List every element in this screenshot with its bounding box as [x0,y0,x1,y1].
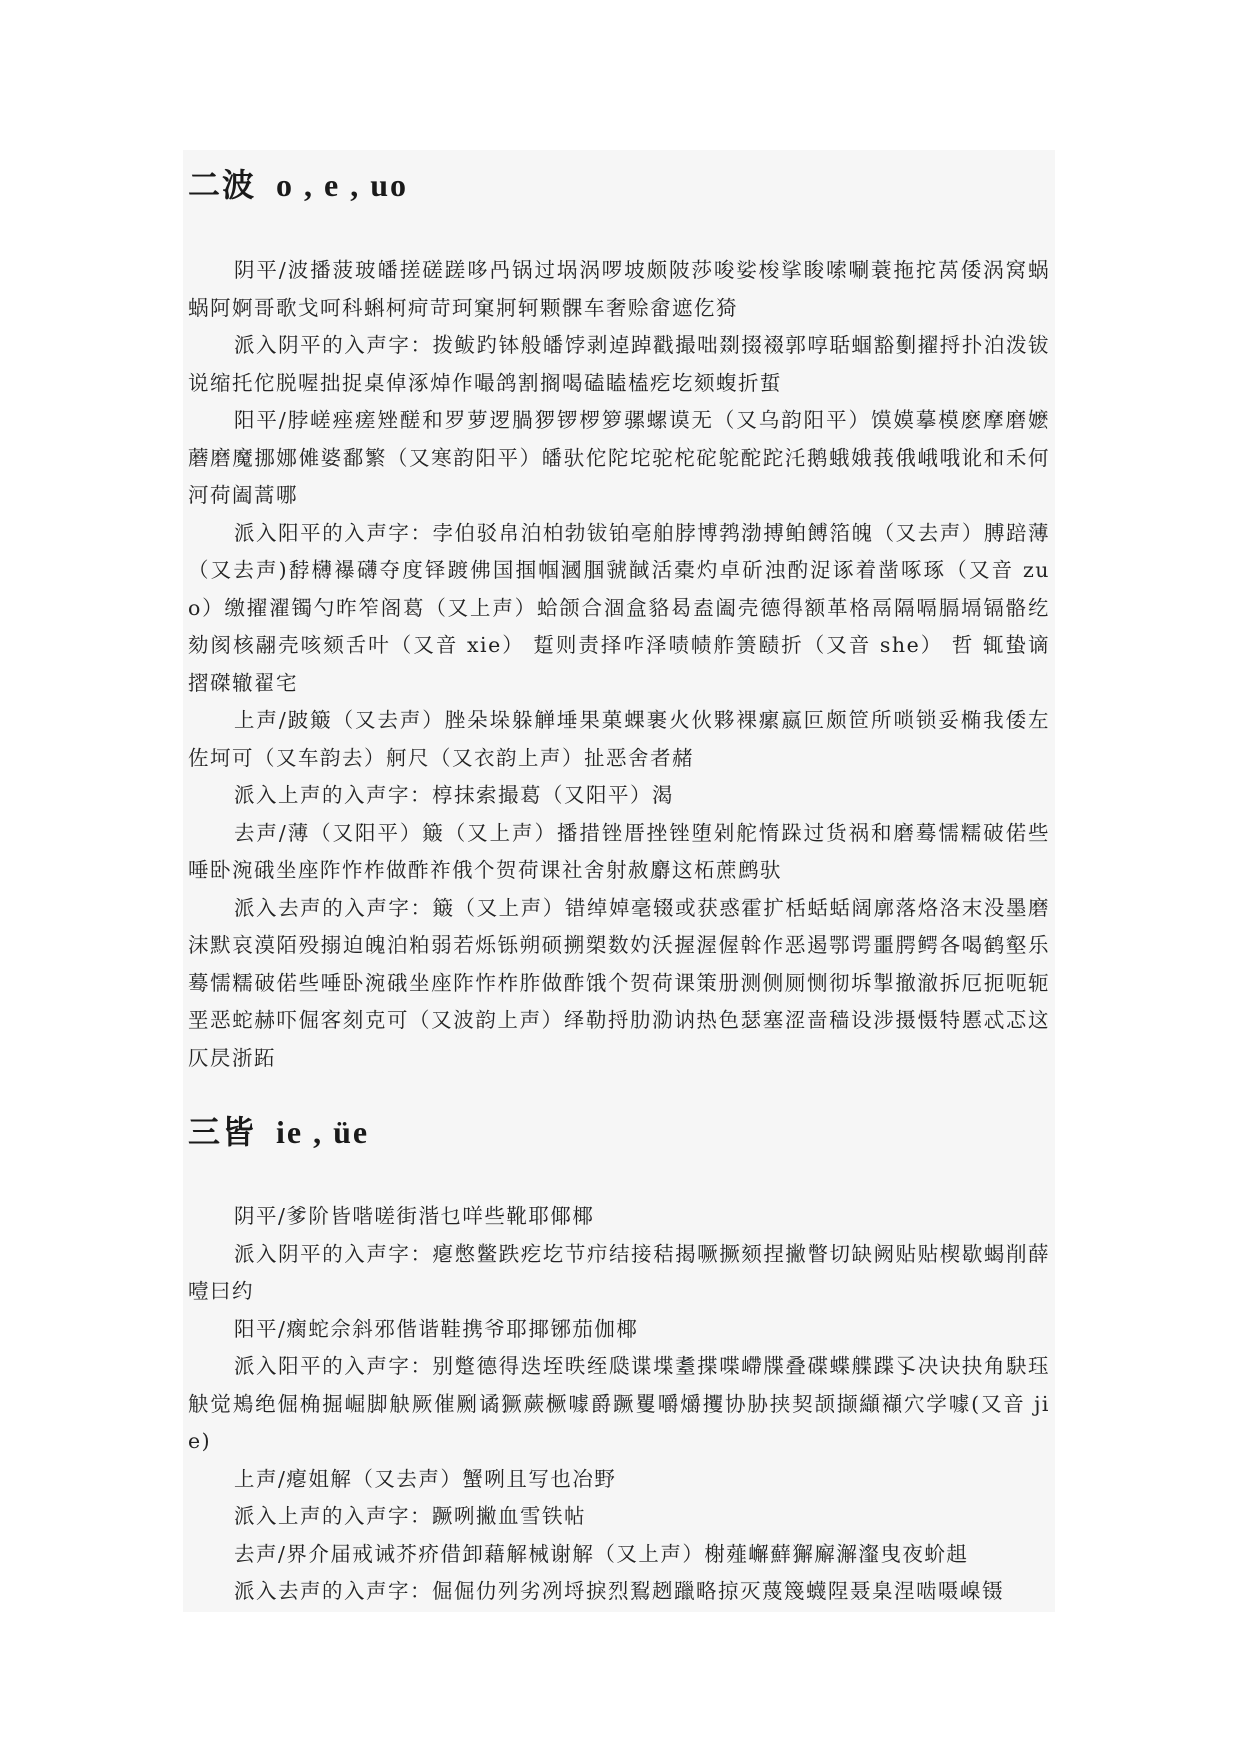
paragraph-yinping: 阴平/爹阶皆喈嗟街湝乜咩些靴耶倻椰 [234,1204,595,1228]
paragraph-yinping: 阴平/波播菠玻皤搓磋蹉哆冎锅过埚涡啰坡颇陂莎唆娑梭挲睃嗦唰蓑拖拕莴倭涡窝蜗蜗阿婀哥歌戈呵科蝌柯疴苛珂窠牁轲颗髁车奢赊畲遮仡猗 [188,258,1050,320]
paragraph-shangsheng: 上声/跛簸（又去声）脞朵垛躲觯埵果菓蜾裹火伙夥裸瘰嬴叵颇笸所唢锁妥椭我倭左佐坷可（又车韵去）舸尺（又衣韵上声）扯恶舍者赭 [188,708,1050,770]
paragraph-rusheng-shangsheng: 派入上声的入声字：蹶咧撇血雪铁帖 [234,1504,586,1528]
section-jie [188,1112,1050,1611]
paragraph-rusheng-qusheng: 派入去声的入声字：簸（又上声）错绰婥毫辍或获惑霍扩栝蛞蛞阔廓落烙洛末没墨磨沫默哀漠陌殁搦迫魄泊粕弱若烁铄朔硕搠槊数妁沃握渥偓斡作恶遏鄂谔噩腭鳄各喝鹤壑乐蓦懦糯破偌些唾卧涴硪坐座阼怍柞胙做酢饿个贺荷课策册测侧厕恻彻坼掣撤澈拆厄扼呃轭垩恶蛇赫吓倔客刻克可（又波韵上声）绎勒捋肋泐讷热色瑟塞涩啬穑设涉摄慑特慝忒忑这仄昃浙跖 [188,895,1050,1070]
section-title-chinese: 三皆 [188,1113,257,1151]
paragraph-rusheng-qusheng: 派入去声的入声字：倔倔仂列劣冽埒捩烈鴷趔躐略掠灭蔑篾蠛陧聂臬涅啮嗫嵲镊 [234,1579,1004,1603]
paragraph-rusheng-yangping: 派入阳平的入声字：孛伯驳帛泊柏勃钹铂亳舶脖博鹁渤搏鲌餺箔魄（又去声）膊踣薄（又去声)馞欂襮礴夺度铎踱佛国掴帼漍腘虢馘活橐灼卓斫浊酌浞诼着凿啄琢（又音 zuo）缴擢濯镯勺昨笮阁葛（又上声）蛤颌合涸盒貉曷盍阖壳德得额革格鬲隔嗝膈塥镉骼纥劾阂核翮壳咳颏舌叶（又音 xie） 踅则责择咋泽啧帻舴箦赜折（又音 she） 哲 辄蛰谪摺磔辙翟宅 [188,520,1050,695]
paragraph-rusheng-yinping: 派入阴平的入声字：瘪憋鳖跌疙圪节疖结接秸揭噘撅颏捏撇瞥切缺阙贴贴楔歇蝎削薛噎曰约 [188,1241,1050,1303]
section-title-pinyin: ie , üe [276,1114,370,1150]
paragraph-rusheng-shangsheng: 派入上声的入声字：椁抹索撮葛（又阳平）渴 [234,783,674,807]
paragraph-yangping: 阳平/瘸蛇佘斜邪偕谐鞋携爷耶揶铘茄伽椰 [234,1316,639,1341]
paragraph-rusheng-yangping: 派入阳平的入声字：别蹩德得迭垤昳绖瓞谍堞耋揲喋嵽牒叠碟蝶艓蹀孓决诀抉角駃珏觖觉鴂绝倔桷掘崛脚觖厥催劂谲獗蕨橛噱爵蹶矍嚼爝攫协胁挟契颉撷纈襭穴学噱(又音 jie) [188,1354,1050,1453]
paragraph-shangsheng: 上声/瘪姐解（又去声）蟹咧且写也冶野 [234,1466,617,1491]
section-title [188,1112,1050,1152]
section-bo [188,165,1050,1077]
paragraph-rusheng-yinping: 派入阴平的入声字：拨鲅趵钵般皤饽剥逴踔戳撮咄剟掇裰郭啍聒蝈豁劐擢捋扑泊泼钹说缩托佗脱喔拙捉桌倬涿焯作嘬鸽割搁喝磕瞌榼疙圪颏蝮折蜇 [188,333,1050,395]
section-title-pinyin: o , e , uo [276,167,409,203]
section-title-chinese: 二波 [188,166,257,204]
paragraph-qusheng: 去声/界介届戒诫芥疥借卸藉解械谢解（又上声）榭薤嶰蘚獬廨澥瀣曳夜蚧趄 [234,1541,969,1566]
paragraph-qusheng: 去声/薄（又阳平）簸（又上声）播措锉厝挫锉堕剁舵惰跺过货祸和磨蓦懦糯破偌些唾卧涴硪坐座阼怍柞做酢祚俄个贺荷课社舍射赦麝这柘蔗鹧驮 [188,820,1050,882]
section-body [188,1198,1050,1611]
section-body [188,252,1050,1077]
paragraph-yangping: 阳平/脖嵯痤瘥矬醝和罗萝逻腡猡锣椤箩骡螺谟无（又乌韵阳平）馍嫫摹模麽摩磨嬷蘑磨魔挪娜傩婆鄱繁（又寒韵阳平）皤驮佗陀坨驼柁砣鸵酡跎汑鹅蛾娥莪俄峨哦讹和禾何河荷阖蒿哪 [188,408,1050,507]
section-title [188,165,1050,205]
